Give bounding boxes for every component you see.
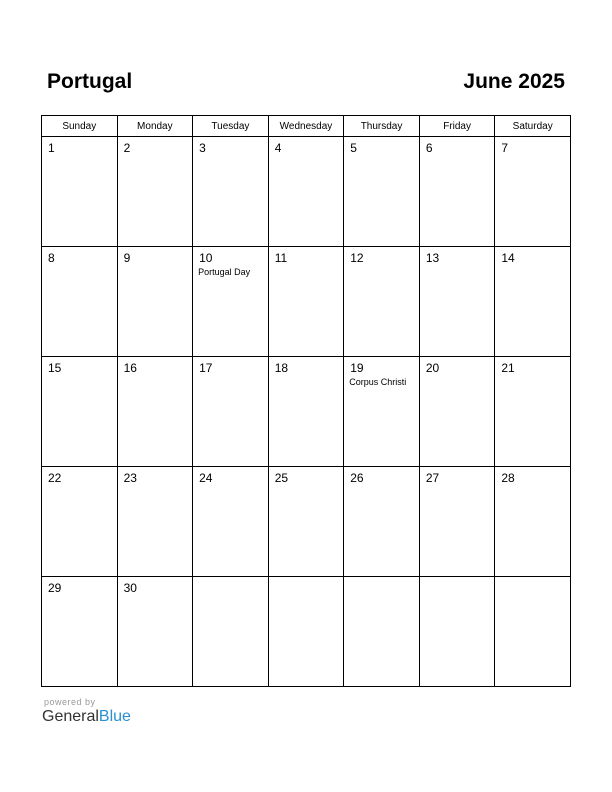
day-number: 22: [48, 471, 62, 485]
day-cell: [42, 357, 118, 467]
day-cell: [495, 577, 571, 687]
day-number: 5: [350, 141, 357, 155]
day-number: 7: [501, 141, 509, 155]
day-cell: [193, 577, 269, 687]
day-number: 29: [48, 581, 62, 595]
day-number: 8: [48, 251, 55, 265]
day-cell: [193, 247, 269, 357]
day-cell: [268, 137, 344, 247]
day-cell: [344, 247, 420, 357]
day-cell: [42, 467, 118, 577]
week-row: [42, 357, 571, 467]
day-number: 3: [199, 141, 206, 155]
day-cell: [495, 137, 571, 247]
day-cell: [495, 247, 571, 357]
day-cell: [117, 357, 193, 467]
week-row: [42, 577, 571, 687]
day-cell: [42, 577, 118, 687]
calendar-country-title: Portugal: [47, 70, 133, 93]
day-cell: [419, 137, 495, 247]
holiday-label: Portugal Day: [198, 267, 251, 277]
day-cell: [419, 357, 495, 467]
day-number: 30: [123, 581, 137, 595]
day-number: 25: [274, 471, 289, 485]
day-number: 16: [123, 361, 137, 375]
day-number: 17: [199, 361, 213, 375]
day-cell: [117, 247, 193, 357]
day-number: 15: [48, 361, 62, 375]
weekday-header: Tuesday: [193, 116, 269, 137]
day-cell: [193, 357, 269, 467]
brand-name-part2: Blue: [98, 708, 131, 725]
holiday-label: Corpus Christi: [349, 377, 407, 387]
day-number: 12: [350, 251, 364, 265]
week-row: [42, 137, 571, 247]
day-number: 23: [123, 471, 137, 485]
day-cell: [419, 577, 495, 687]
day-number: 27: [425, 471, 440, 485]
powered-by-text: powered by: [44, 697, 96, 707]
brand-name-part1: General: [42, 708, 99, 725]
day-number: 21: [501, 361, 515, 375]
weekday-header: Monday: [117, 116, 193, 137]
day-number: 13: [425, 251, 440, 265]
day-number: 28: [501, 471, 515, 485]
calendar-month-title: June 2025: [463, 70, 565, 93]
day-cell: [117, 577, 193, 687]
weekday-header: Wednesday: [268, 116, 344, 137]
day-cell: [344, 467, 420, 577]
day-cell: [495, 467, 571, 577]
day-cell: [268, 357, 344, 467]
day-number: 20: [425, 361, 440, 375]
day-cell: [117, 467, 193, 577]
day-number: 24: [199, 471, 213, 485]
weekday-header: Saturday: [495, 116, 571, 137]
footer-branding: [42, 697, 131, 726]
day-cell: [42, 137, 118, 247]
day-number: 9: [123, 251, 131, 265]
generalblue-logo[interactable]: [42, 708, 131, 726]
day-number: 10: [199, 251, 213, 265]
day-number: 2: [123, 141, 131, 155]
week-row: [42, 467, 571, 577]
day-number: 1: [48, 141, 55, 155]
day-cell: [193, 137, 269, 247]
day-cell: [268, 247, 344, 357]
day-cell: [268, 577, 344, 687]
day-cell: [42, 247, 118, 357]
day-cell: [419, 467, 495, 577]
day-cell: [193, 467, 269, 577]
day-number: 4: [274, 141, 282, 155]
weekday-header: Thursday: [344, 116, 420, 137]
weekday-header: Friday: [419, 116, 495, 137]
calendar-grid: [41, 115, 571, 687]
day-number: 14: [501, 251, 515, 265]
day-number: 18: [274, 361, 289, 375]
day-number: 6: [425, 141, 433, 155]
week-row: [42, 247, 571, 357]
day-cell: [344, 577, 420, 687]
day-cell: [419, 247, 495, 357]
day-cell: [268, 467, 344, 577]
day-number: 19: [350, 361, 364, 375]
day-number: 26: [350, 471, 364, 485]
day-cell: [344, 137, 420, 247]
day-cell: [495, 357, 571, 467]
day-number: 11: [274, 251, 288, 265]
day-cell: [117, 137, 193, 247]
weekday-header: Sunday: [42, 116, 118, 137]
weekday-header-row: [42, 116, 571, 137]
day-cell: [344, 357, 420, 467]
